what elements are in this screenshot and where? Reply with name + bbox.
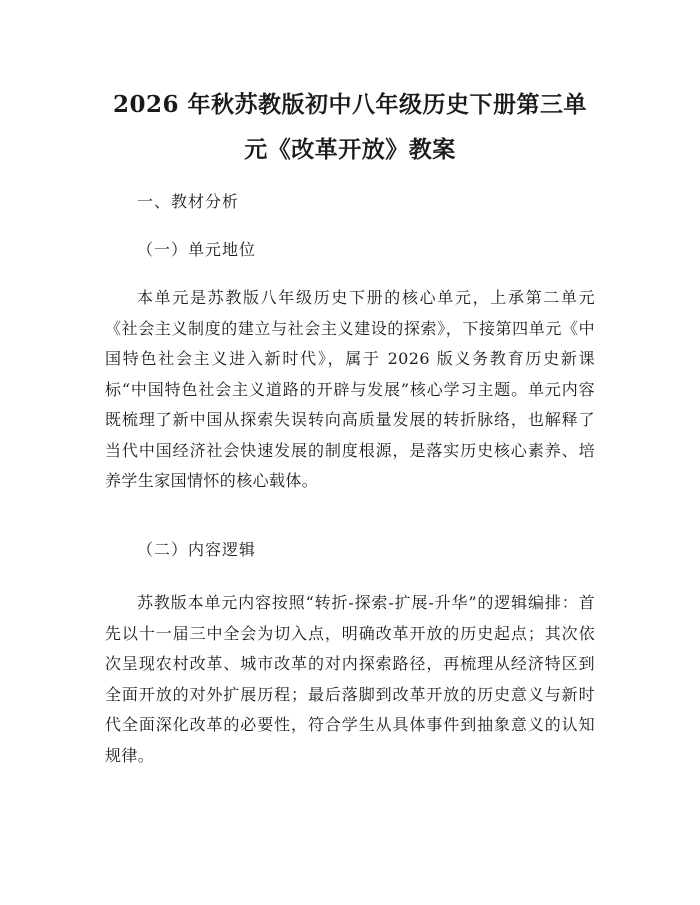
paragraph-content-logic: 苏教版本单元内容按照“转折-探索-扩展-升华”的逻辑编排：首先以十一届三中全会为切入点，明确改革开放的历史起点；其次依次呈现农村改革、城市改革的对内探索路径，再梳理从经济特区到全面开放的对外扩展历程；最后落脚到改革开放的历史意义与新时代全面深化改革的必要性，符合学生从具体事件到抽象意义的认知规律。 [105, 593, 595, 765]
subsection-heading-unit-position: （一）单元地位 [137, 240, 257, 259]
section-heading-textbook-analysis: 一、教材分析 [137, 192, 240, 211]
document-title-line-2: 元《改革开放》教案 [244, 136, 456, 163]
paragraph-unit-position: 本单元是苏教版八年级历史下册的核心单元，上承第二单元《社会主义制度的建立与社会主义建设的探索》，下接第四单元《中国特色社会主义进入新时代》，属于 2026 版义务教育历史新课标“中国特色社会主义道路的开辟与发展”核心学习主题。单元内容既梳理了新中国从探索失误转向高质量发展的转折脉络，也解释了当代中国经济社会快速发展的制度根源，是落实历史核心素养、培养学生家国情怀的核心载体。 [105, 288, 595, 490]
document-title-line-1: 2026 年秋苏教版初中八年级历史下册第三单 [112, 91, 588, 118]
subsection-heading-content-logic: （二）内容逻辑 [137, 540, 257, 559]
